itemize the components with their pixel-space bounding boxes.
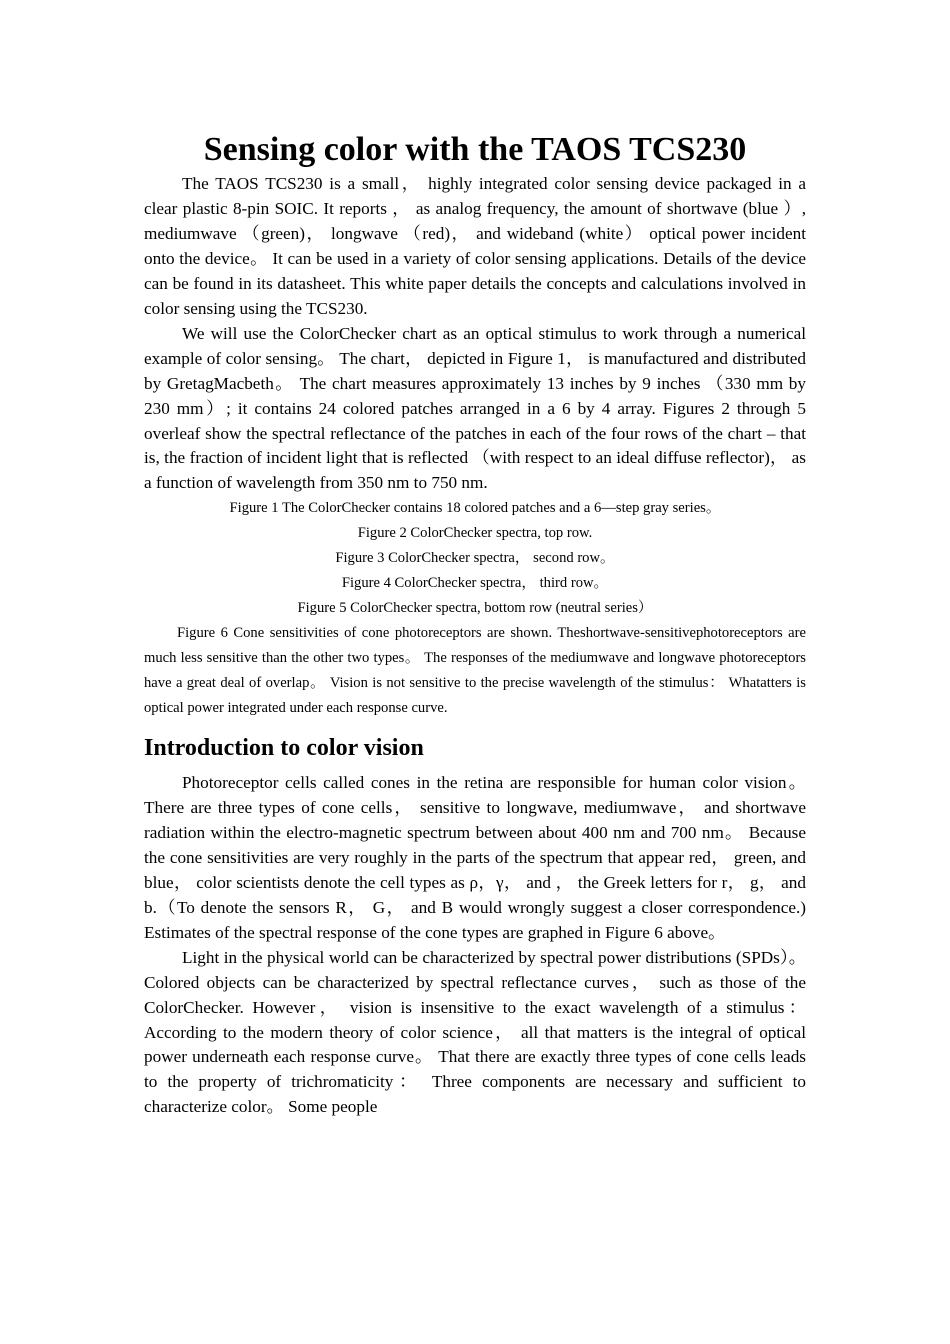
figure-2-caption: Figure 2 ColorChecker spectra, top row. bbox=[357, 525, 593, 542]
figure-3-caption: Figure 3 ColorChecker spectra， second row。 bbox=[335, 550, 615, 567]
section-heading: Introduction to color vision bbox=[144, 734, 424, 761]
figure-6-caption: Figure 6 Cone sensitivities of cone photoreceptors are shown. Theshortwave-sensitivephotoreceptors are much less sensitive than the other two types。 The responses of the mediumwave and longwave photoreceptors have a great deal of overlap。 Vision is not sensitive to the precise wavelength of the stimulus： Whatatters is optical power integrated under each response curve. bbox=[144, 625, 806, 717]
section-paragraph-1: Photoreceptor cells called cones in the retina are responsible for human color vision。 There are three types of cone cells， sensitive to longwave, mediumwave， and shortwave radiation within the electro-magnetic spectrum between about 400 nm and 700 nm。 Because the cone sensitivities are very roughly in the parts of the spectrum that appear red， green, and blue， color scientists denote the cell types as ρ，γ， and ， the Greek letters for r， g， and b.（To denote the sensors R， G， and B would wrongly suggest a closer correspondence.) Estimates of the spectral response of the cone types are graphed in Figure 6 above。 bbox=[144, 772, 806, 942]
section-paragraph-2: Light in the physical world can be characterized by spectral power distributions (SPDs）。 Colored objects can be characterized by spectral reflectance curves， such as those of the ColorChecker. However， vision is insensitive to the exact wavelength of a stimulus： According to the modern theory of color science， all that matters is the integral of optical power underneath each response curve。 That there are exactly three types of cone cells leads to the property of trichromaticity： Three components are necessary and sufficient to characterize color。 Some people bbox=[144, 947, 806, 1117]
document-page bbox=[144, 128, 806, 1120]
intro-paragraph-1: The TAOS TCS230 is a small， highly integrated color sensing device packaged in a clear plastic 8-pin SOIC. It reports ， as analog frequency, the amount of shortwave (blue ）, mediumwave （green)， longwave （red)， and wideband (white） optical power incident onto the device。 It can be used in a variety of color sensing applications. Details of the device can be found in its datasheet. This white paper details the concepts and calculations involved in color sensing using the TCS230. bbox=[144, 174, 806, 318]
figure-5-caption: Figure 5 ColorChecker spectra, bottom row (neutral series） bbox=[297, 600, 653, 617]
document-title: Sensing color with the TAOS TCS230 bbox=[203, 131, 747, 168]
figure-4-caption: Figure 4 ColorChecker spectra， third row。 bbox=[341, 575, 609, 592]
intro-paragraph-2: We will use the ColorChecker chart as an optical stimulus to work through a numerical example of color sensing。 The chart， depicted in Figure 1， is manufactured and distributed by GretagMacbeth。 The chart measures approximately 13 inches by 9 inches （330 mm by 230 mm）; it contains 24 colored patches arranged in a 6 by 4 array. Figures 2 through 5 overleaf show the spectral reflectance of the patches in each of the four rows of the chart – that is, the fraction of incident light that is reflected （with respect to an ideal diffuse reflector)， as a function of wavelength from 350 nm to 750 nm. bbox=[144, 323, 806, 493]
figure-1-caption: Figure 1 The ColorChecker contains 18 colored patches and a 6—step gray series。 bbox=[229, 500, 721, 517]
